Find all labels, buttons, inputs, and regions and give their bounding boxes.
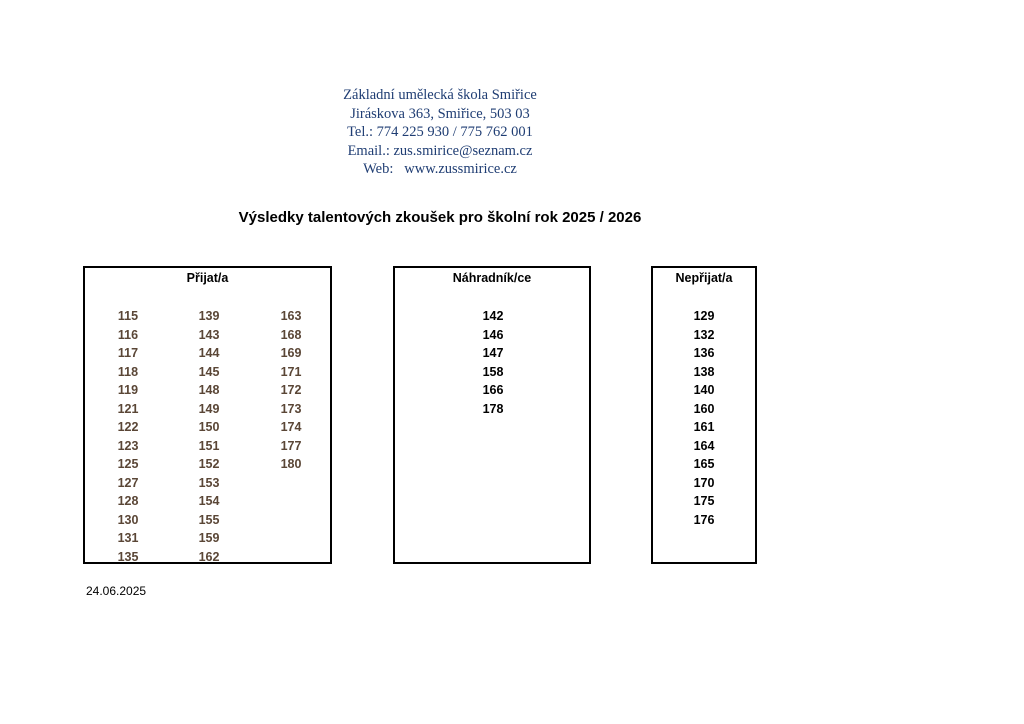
number-entry: 172 (280, 383, 302, 397)
number-entry: 155 (198, 512, 220, 527)
number-entry: 160 (693, 401, 715, 416)
number-entry: 132 (693, 327, 715, 342)
rejected-box (651, 266, 757, 564)
page-title: Výsledky talentových zkoušek pro školní rok 2025 / 2026 (238, 209, 642, 226)
accepted-header: Přijat/a (186, 271, 229, 285)
number-entry: 147 (482, 346, 504, 360)
number-entry: 162 (198, 549, 220, 564)
number-entry: 159 (198, 531, 220, 545)
number-entry: 161 (693, 420, 715, 434)
number-entry: 148 (198, 383, 220, 397)
number-entry: 145 (198, 364, 220, 379)
letterhead (240, 86, 640, 179)
number-entry: 174 (280, 420, 302, 434)
number-entry: 138 (693, 364, 715, 379)
substitutes-column (473, 307, 513, 418)
rejected-column (684, 307, 724, 529)
number-entry: 119 (117, 383, 139, 397)
number-entry: 125 (117, 457, 139, 471)
number-entry: 135 (117, 549, 139, 564)
number-entry: 143 (198, 327, 220, 342)
number-entry: 149 (198, 401, 220, 416)
number-entry: 151 (198, 438, 220, 453)
number-entry: 121 (117, 401, 139, 416)
substitutes-header: Náhradník/ce (452, 271, 532, 285)
accepted-column-1 (108, 307, 148, 566)
number-entry: 128 (117, 494, 139, 508)
number-entry: 176 (693, 512, 715, 527)
number-entry: 130 (117, 512, 139, 527)
accepted-box (83, 266, 332, 564)
number-entry: 178 (482, 401, 504, 416)
number-entry: 144 (198, 346, 220, 360)
school-web: Web: www.zussmirice.cz (363, 161, 517, 177)
number-entry: 129 (693, 309, 715, 323)
accepted-column-3 (271, 307, 311, 474)
number-entry: 158 (482, 364, 504, 379)
number-entry: 123 (117, 438, 139, 453)
number-entry: 142 (482, 309, 504, 323)
number-entry: 152 (198, 457, 220, 471)
number-entry: 150 (198, 420, 220, 434)
number-entry: 165 (693, 457, 715, 471)
number-entry: 171 (280, 364, 302, 379)
number-entry: 115 (117, 309, 139, 323)
school-address: Jiráskova 363, Smiřice, 503 03 (350, 105, 530, 122)
rejected-header: Nepřijat/a (675, 271, 733, 285)
number-entry: 146 (482, 327, 504, 342)
number-entry: 170 (693, 475, 715, 490)
number-entry: 153 (198, 475, 220, 490)
substitutes-box (393, 266, 591, 564)
number-entry: 116 (117, 327, 139, 342)
number-entry: 139 (198, 309, 220, 323)
number-entry: 127 (117, 475, 139, 490)
accepted-column-2 (189, 307, 229, 566)
document-date: 24.06.2025 (86, 584, 147, 598)
number-entry: 168 (280, 327, 302, 342)
number-entry: 180 (280, 457, 302, 471)
school-phone: Tel.: 774 225 930 / 775 762 001 (347, 124, 533, 140)
number-entry: 177 (280, 438, 302, 453)
number-entry: 131 (117, 531, 139, 545)
school-name: Základní umělecká škola Smiřice (343, 87, 537, 103)
number-entry: 173 (280, 401, 302, 416)
number-entry: 175 (693, 494, 715, 508)
number-entry: 164 (693, 438, 715, 453)
number-entry: 118 (117, 364, 139, 379)
number-entry: 166 (482, 383, 504, 397)
number-entry: 169 (280, 346, 302, 360)
number-entry: 122 (117, 420, 139, 434)
number-entry: 136 (693, 346, 715, 360)
number-entry: 163 (280, 309, 302, 323)
number-entry: 117 (117, 346, 139, 360)
number-entry: 154 (198, 494, 220, 508)
number-entry: 140 (693, 383, 715, 397)
school-email: Email.: zus.smirice@seznam.cz (347, 142, 533, 159)
